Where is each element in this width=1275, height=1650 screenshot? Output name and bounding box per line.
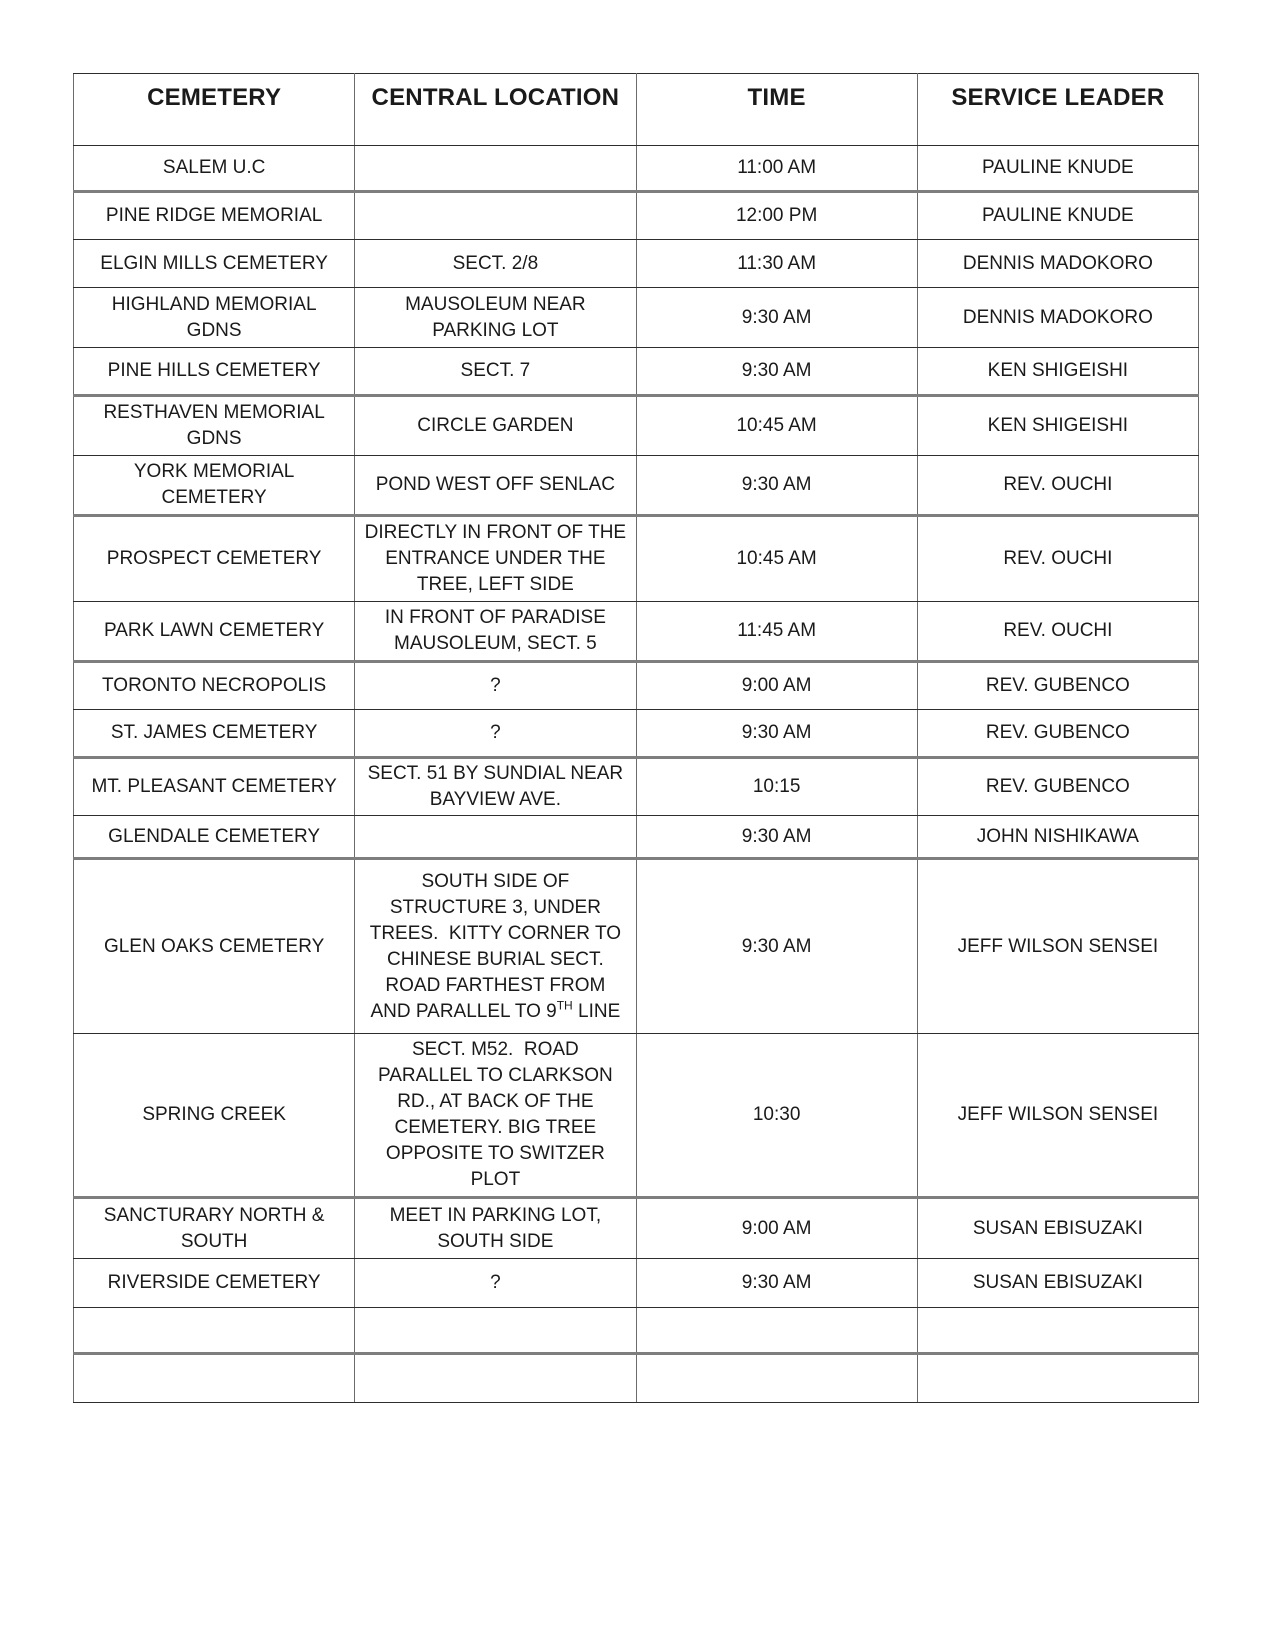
cell-leader: KEN SHIGEISHI [917,348,1198,396]
table-row [74,1354,1199,1403]
cell-time: 9:30 AM [636,348,917,396]
cell-cemetery: ST. JAMES CEMETERY [74,710,355,758]
cell-leader: REV. OUCHI [917,602,1198,662]
cell-cemetery: PROSPECT CEMETERY [74,516,355,602]
table-row [74,710,1199,758]
cell-location: ? [355,1259,636,1308]
cell-cemetery: MT. PLEASANT CEMETERY [74,758,355,816]
cell-leader: DENNIS MADOKORO [917,240,1198,288]
cell-leader: REV. OUCHI [917,456,1198,516]
cell-location: SECT. 51 BY SUNDIAL NEAR BAYVIEW AVE. [355,758,636,816]
cell-location [355,192,636,240]
cell-time: 9:30 AM [636,816,917,859]
table-row [74,146,1199,192]
cell-location: IN FRONT OF PARADISE MAUSOLEUM, SECT. 5 [355,602,636,662]
table-row [74,240,1199,288]
cell-cemetery: TORONTO NECROPOLIS [74,662,355,710]
cell-location: ? [355,710,636,758]
cell-cemetery [74,1354,355,1403]
cell-location: MAUSOLEUM NEAR PARKING LOT [355,288,636,348]
cell-time [636,1308,917,1354]
cell-cemetery: PINE RIDGE MEMORIAL [74,192,355,240]
table-row [74,662,1199,710]
cell-cemetery: RIVERSIDE CEMETERY [74,1259,355,1308]
cell-leader: PAULINE KNUDE [917,192,1198,240]
table-row [74,758,1199,816]
table-row [74,456,1199,516]
cell-leader: SUSAN EBISUZAKI [917,1198,1198,1259]
table-row [74,1198,1199,1259]
cell-time: 10:45 AM [636,516,917,602]
table-row [74,602,1199,662]
cell-cemetery: SANCTURARY NORTH & SOUTH [74,1198,355,1259]
cell-leader: PAULINE KNUDE [917,146,1198,192]
cell-leader: JEFF WILSON SENSEI [917,1034,1198,1198]
cell-time [636,1354,917,1403]
cell-time: 9:00 AM [636,662,917,710]
column-header-cemetery: CEMETERY [74,74,355,146]
cell-leader: KEN SHIGEISHI [917,396,1198,456]
cell-time: 9:30 AM [636,288,917,348]
cell-location [355,146,636,192]
cell-location: SECT. M52. ROAD PARALLEL TO CLARKSON RD., AT BACK OF THE CEMETERY. BIG TREE OPPOSITE TO SWITZER PLOT [355,1034,636,1198]
cell-time: 9:30 AM [636,1259,917,1308]
cell-location: DIRECTLY IN FRONT OF THE ENTRANCE UNDER THE TREE, LEFT SIDE [355,516,636,602]
cell-location: SECT. 7 [355,348,636,396]
cell-cemetery: RESTHAVEN MEMORIAL GDNS [74,396,355,456]
cell-time: 10:45 AM [636,396,917,456]
table-row [74,192,1199,240]
cell-leader: JOHN NISHIKAWA [917,816,1198,859]
cell-time: 9:30 AM [636,456,917,516]
cell-leader: REV. GUBENCO [917,710,1198,758]
cell-location [355,1308,636,1354]
column-header-central-location: CENTRAL LOCATION [355,74,636,146]
cell-time: 9:30 AM [636,859,917,1034]
table-row [74,288,1199,348]
cell-cemetery [74,1308,355,1354]
cell-time: 11:45 AM [636,602,917,662]
cell-time: 9:30 AM [636,710,917,758]
table-row [74,816,1199,859]
cell-time: 11:00 AM [636,146,917,192]
table-row [74,516,1199,602]
schedule-table-body [74,146,1199,1403]
cell-location: POND WEST OFF SENLAC [355,456,636,516]
cell-cemetery: PINE HILLS CEMETERY [74,348,355,396]
cell-time: 10:30 [636,1034,917,1198]
cell-leader: SUSAN EBISUZAKI [917,1259,1198,1308]
cell-time: 10:15 [636,758,917,816]
cell-time: 9:00 AM [636,1198,917,1259]
cell-cemetery: HIGHLAND MEMORIAL GDNS [74,288,355,348]
cell-cemetery: PARK LAWN CEMETERY [74,602,355,662]
table-row [74,396,1199,456]
table-row [74,1308,1199,1354]
cell-cemetery: YORK MEMORIAL CEMETERY [74,456,355,516]
cell-location: SECT. 2/8 [355,240,636,288]
cell-time: 12:00 PM [636,192,917,240]
cell-time: 11:30 AM [636,240,917,288]
cell-leader: REV. GUBENCO [917,662,1198,710]
cell-location [355,1354,636,1403]
column-header-time: TIME [636,74,917,146]
cell-leader: JEFF WILSON SENSEI [917,859,1198,1034]
cell-location [355,816,636,859]
cell-location: SOUTH SIDE OF STRUCTURE 3, UNDER TREES. KITTY CORNER TO CHINESE BURIAL SECT. ROAD FARTHEST FROM AND PARALLEL TO 9TH LINE [355,859,636,1034]
schedule-table [73,73,1199,1403]
cell-leader: REV. GUBENCO [917,758,1198,816]
cell-leader: DENNIS MADOKORO [917,288,1198,348]
table-row [74,859,1199,1034]
table-row [74,1259,1199,1308]
table-row [74,348,1199,396]
cell-leader [917,1354,1198,1403]
header-row [74,74,1199,146]
cell-location: ? [355,662,636,710]
cell-location: MEET IN PARKING LOT, SOUTH SIDE [355,1198,636,1259]
cell-location: CIRCLE GARDEN [355,396,636,456]
cell-cemetery: GLENDALE CEMETERY [74,816,355,859]
cell-cemetery: SALEM U.C [74,146,355,192]
column-header-service-leader: SERVICE LEADER [917,74,1198,146]
cell-cemetery: ELGIN MILLS CEMETERY [74,240,355,288]
cell-leader [917,1308,1198,1354]
cell-leader: REV. OUCHI [917,516,1198,602]
cell-cemetery: SPRING CREEK [74,1034,355,1198]
table-row [74,1034,1199,1198]
cell-cemetery: GLEN OAKS CEMETERY [74,859,355,1034]
